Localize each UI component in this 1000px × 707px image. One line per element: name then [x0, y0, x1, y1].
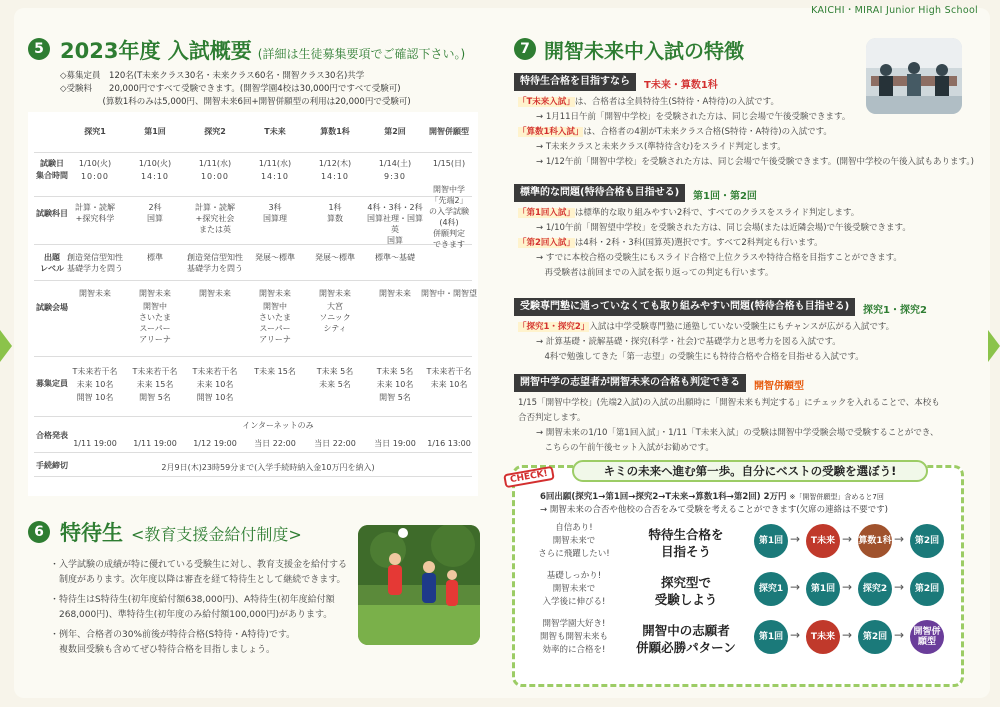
pattern-bubble: 開智学園大好き! 開智も開智未来も 効率的に合格を! [539, 619, 608, 655]
exam-quota: T未来若干名 未来 10名 開智 10名 [72, 367, 118, 402]
feature-line: → すでに本校合格の受験生にもスライド合格で上位クラスや特待合格を目指すことができます。 [536, 253, 902, 263]
result-time: 1/11 19:00 [73, 439, 117, 448]
pattern-bubble: 基礎しっかり! 開智未来で 入学後に伸びる! [542, 571, 606, 607]
row-label: 試験会場 [36, 303, 68, 312]
check-line2: → 開智未来の合否や他校の合否をみて受験を考えることができます(欠席の連絡は不要です) [540, 505, 888, 515]
exam-quota: T未来若干名 未来 10名 開智 10名 [192, 367, 238, 402]
school-brand: KAICHI・MIRAI Junior High School [811, 5, 978, 16]
section-5-note: (詳細は生徒募集要項でご確認下さい。) [257, 47, 466, 61]
exam-quota: T未来 5名 未来 10名 開智 5名 [376, 367, 414, 402]
row-label: 手続締切 [36, 461, 68, 470]
arrow-icon: → [894, 580, 905, 594]
pattern-bubble: 自信あり! 開智未来で さらに飛躍したい! [538, 523, 610, 559]
exam-info: ◇募集定員 120名(T未来クラス30名・未来クラス60名・開智クラス30名)共学 ◇受験料 20,000円ですべて受験できます。(開智学園4校は30,000円ですべて受験可) (算数1科のみは5,000円、開智未来6回+開智併願型の利用は20,000円で受験可) [60, 71, 411, 107]
exam-date: 1/14(土) [378, 159, 412, 168]
exam-date: 1/10(火) [78, 159, 112, 168]
feature-tag: 開智併願型 [754, 381, 804, 392]
exam-level: 標準 [147, 253, 163, 262]
pattern-step: 算数1科 [858, 524, 892, 558]
pattern-step: 第2回 [910, 572, 944, 606]
pattern-step: 第1回 [754, 620, 788, 654]
row-label: 募集定員 [36, 379, 68, 388]
result-time: 1/12 19:00 [193, 439, 237, 448]
gather-time: 14:10 [260, 172, 290, 181]
result-time: 1/11 19:00 [133, 439, 177, 448]
section-7-number: 7 [514, 38, 536, 60]
feature-line: → 1/10午前「開智望中学校」を受験された方は、同じ会場(または近隣会場)で午後受験できます。 [536, 223, 911, 233]
gather-time: 10:00 [200, 172, 230, 181]
arrow-icon: → [894, 532, 905, 546]
result-time: 1/16 13:00 [427, 439, 471, 448]
exam-quota: T未来 15名 [254, 367, 296, 376]
exam-date: 1/11(水) [258, 159, 292, 168]
table-divider [34, 452, 472, 453]
pattern-step: 第2回 [910, 524, 944, 558]
exam-venue: 開智未来 [79, 289, 111, 298]
section-6-number: 6 [28, 521, 50, 543]
row-label: レベル [40, 264, 64, 273]
feature-line: → 1月11日午前「開智中学校」を受験された方は、同じ会場で午後受験できます。 [536, 112, 851, 122]
column-header: 開智併願型 [429, 127, 469, 136]
exam-subjects: 2科 国算 [147, 203, 163, 223]
heigan-note: 開智中学 「先端2」 の入学試験 (4科) 併願判定 できます [429, 185, 469, 249]
section-5-number: 5 [28, 38, 50, 60]
pattern-step: 第1回 [754, 524, 788, 558]
section-5-title: 2023年度 入試概要 (詳細は生徒募集要項でご確認下さい。) [60, 39, 466, 63]
feature-line: 「算数1科入試」は、合格者の4割がT未来クラス合格(S特待・A特待)の入試です。 [518, 127, 832, 137]
row-label: 集合時間 [36, 171, 68, 180]
gather-time: 14:10 [140, 172, 170, 181]
feature-band: 標準的な問題(特待合格も目指せる) [514, 184, 685, 202]
gather-time: 9:30 [384, 172, 406, 181]
table-divider [34, 196, 472, 197]
exam-level: 創造発信型知性 基礎学力を問う [67, 253, 123, 273]
exam-venue: 開智未来 [199, 289, 231, 298]
pattern-step: 第1回 [806, 572, 840, 606]
arrow-icon: → [790, 628, 801, 642]
exam-subjects: 計算・読解 +探究社会 または英 [195, 203, 235, 234]
exam-subjects: 3科 国算理 [263, 203, 287, 223]
exam-venue: 開智未来 [379, 289, 411, 298]
feature-tag: 第1回・第2回 [693, 191, 757, 202]
feature-line: → T未来クラスと未来クラス(準特待含む)をスライド判定します。 [536, 142, 786, 152]
row-label: 試験科目 [36, 209, 68, 218]
feature-line: 「T未来入試」は、合格者は全員特待生(S特待・A特待)の入試です。 [518, 97, 779, 107]
exam-subjects: 1科 算数 [327, 203, 343, 223]
exam-schedule-table [28, 112, 478, 496]
arrow-icon: → [842, 532, 853, 546]
check-line1: 6回出願(探究1→第1回→探究2→T未来→算数1科→第2回) 2万円 ※「開智併願型」含めると7回 [540, 492, 884, 502]
deadline-text: 2月9日(木)23時59分まで(入学手続時納入金10万円を納入) [161, 463, 375, 472]
pattern-title: 開智中の志願者 併願必勝パターン [636, 623, 736, 655]
result-method: インターネットのみ [242, 421, 314, 430]
column-header: 第1回 [144, 127, 166, 136]
scholarship-text: ・入学試験の成績が特に優れている受験生に対し、教育支援金を給付する 制度があります。次年度以降は審査を経て特待生として継続できます。 ・特待生はS特待生(初年度給付額638,000円)、A特待生(初年度給付額 268,000円)、準特待生(初年度のみ給付額100,000円)があります。 ・例年、合格者の30%前後が特待合格(S特待・A特待)です。 複数回受験も含めてぜひ特待合格を目指しましょう。 [50, 560, 348, 655]
table-divider [34, 476, 472, 477]
exam-level: 発展〜標準 [255, 253, 295, 262]
feature-line: 1/15「開智中学校」(先端2入試)の入試の出願時に「開智未来も判定する」にチェックを入れることで、本校も [518, 398, 940, 408]
classroom-photo [866, 38, 962, 114]
feature-tag: T未来・算数1科 [644, 80, 718, 91]
pattern-title: 探究型で 受験しよう [654, 575, 718, 607]
row-label: 出題 [44, 253, 60, 262]
feature-line: → 開智未来の1/10「第1回入試」・1/11「T未来入試」の受験は開智中学受験会場で受験することができ、 [536, 428, 939, 438]
exam-venue: 開智未来 大宮 ソニック シティ [319, 289, 351, 333]
pattern-step: T未来 [806, 524, 840, 558]
exam-level: 発展〜標準 [315, 253, 355, 262]
feature-band: 受験専門塾に通っていなくても取り組みやすい問題(特待合格も目指せる) [514, 298, 855, 316]
section-7-title: 開智未来中入試の特徴 [544, 39, 744, 63]
arrow-icon: → [842, 580, 853, 594]
pattern-step: T未来 [806, 620, 840, 654]
feature-line: 合否判定します。 [518, 413, 586, 423]
table-divider [34, 356, 472, 357]
table-divider [34, 416, 472, 417]
arrow-icon: → [842, 628, 853, 642]
feature-line: 再受験者は前回までの入試を振り返っての判定も行います。 [536, 268, 774, 278]
exam-level: 創造発信型知性 基礎学力を問う [187, 253, 243, 273]
table-divider [34, 280, 472, 281]
column-header: 算数1科 [320, 127, 350, 136]
feature-line: 4科で勉強してきた「第一志望」の受験生にも特待合格や合格を目指せる入試です。 [536, 352, 864, 362]
next-page-arrow[interactable] [988, 330, 1000, 362]
result-time: 当日 19:00 [374, 439, 416, 448]
pattern-title: 特待生合格を 目指そう [648, 527, 724, 559]
arrow-icon: → [790, 532, 801, 546]
gather-time: 14:10 [320, 172, 350, 181]
exam-date: 1/10(火) [138, 159, 172, 168]
exam-date: 1/11(水) [198, 159, 232, 168]
exam-venue: 開智未来 開智中 さいたま スーパー アリーナ [259, 289, 291, 344]
pattern-step: 開智併願型 [910, 620, 944, 654]
exam-venue: 開智中・開智望 [421, 289, 477, 298]
column-header: 探究1 [84, 127, 106, 136]
feature-tag: 探究1・探究2 [863, 305, 927, 316]
exam-level: 標準〜基礎 [375, 253, 415, 262]
feature-line: → 1/12午前「開智中学校」を受験された方は、同じ会場で午後受験できます。(開智中学校の午後入試もあります。) [536, 157, 974, 167]
feature-line: → 計算基礎・読解基礎・探究(科学・社会)で基礎学力と思考力を図る入試です。 [536, 337, 841, 347]
exam-date: 1/15(日) [432, 159, 466, 168]
column-header: 探究2 [204, 127, 226, 136]
arrow-icon: → [894, 628, 905, 642]
feature-line: 「第2回入試」は4科・2科・3科(国算英)選択です。すべて2科判定も行います。 [518, 238, 823, 248]
exam-date: 1/12(木) [318, 159, 352, 168]
soccer-photo [358, 525, 480, 645]
feature-line: こちらの午前午後セット入試がお勧めです。 [536, 443, 714, 453]
check-label: CHECK! [503, 466, 555, 488]
column-header: 第2回 [384, 127, 406, 136]
exam-subjects: 4科・3科・2科 国算社理・国算英 国算 [367, 203, 423, 245]
result-time: 当日 22:00 [314, 439, 356, 448]
arrow-icon: → [790, 580, 801, 594]
row-label: 試験日 [40, 159, 64, 168]
feature-line: 「探究1・探究2」入試は中学受験専門塾に通塾していない受験生にもチャンスが広がる入試です。 [518, 322, 895, 332]
feature-band: 特待生合格を目指すなら [514, 73, 636, 91]
feature-line: 「第1回入試」は標準的な取り組みやすい2科で、すべてのクラスをスライド判定します。 [518, 208, 860, 218]
exam-venue: 開智未来 開智中 さいたま スーパー アリーナ [139, 289, 171, 344]
pattern-step: 探究2 [858, 572, 892, 606]
pattern-step: 第2回 [858, 620, 892, 654]
exam-quota: T未来若干名 未来 15名 開智 5名 [132, 367, 178, 402]
pattern-step: 探究1 [754, 572, 788, 606]
exam-quota: T未来若干名 未来 10名 [426, 367, 472, 389]
column-header: T未来 [264, 127, 286, 136]
table-divider [34, 152, 472, 153]
prev-page-arrow[interactable] [0, 330, 12, 362]
feature-band: 開智中学の志望者が開智未来の合格も判定できる [514, 374, 746, 392]
exam-subjects: 計算・読解 +探究科学 [75, 203, 115, 223]
check-headline: キミの未来へ進む第一歩。自分にベストの受験を選ぼう! [572, 460, 928, 482]
section-6-title: 特待生 <教育支援金給付制度> [60, 521, 302, 545]
gather-time: 10:00 [80, 172, 110, 181]
row-label: 合格発表 [36, 431, 68, 440]
result-time: 当日 22:00 [254, 439, 296, 448]
exam-quota: T未来 5名 未来 5名 [316, 367, 354, 389]
